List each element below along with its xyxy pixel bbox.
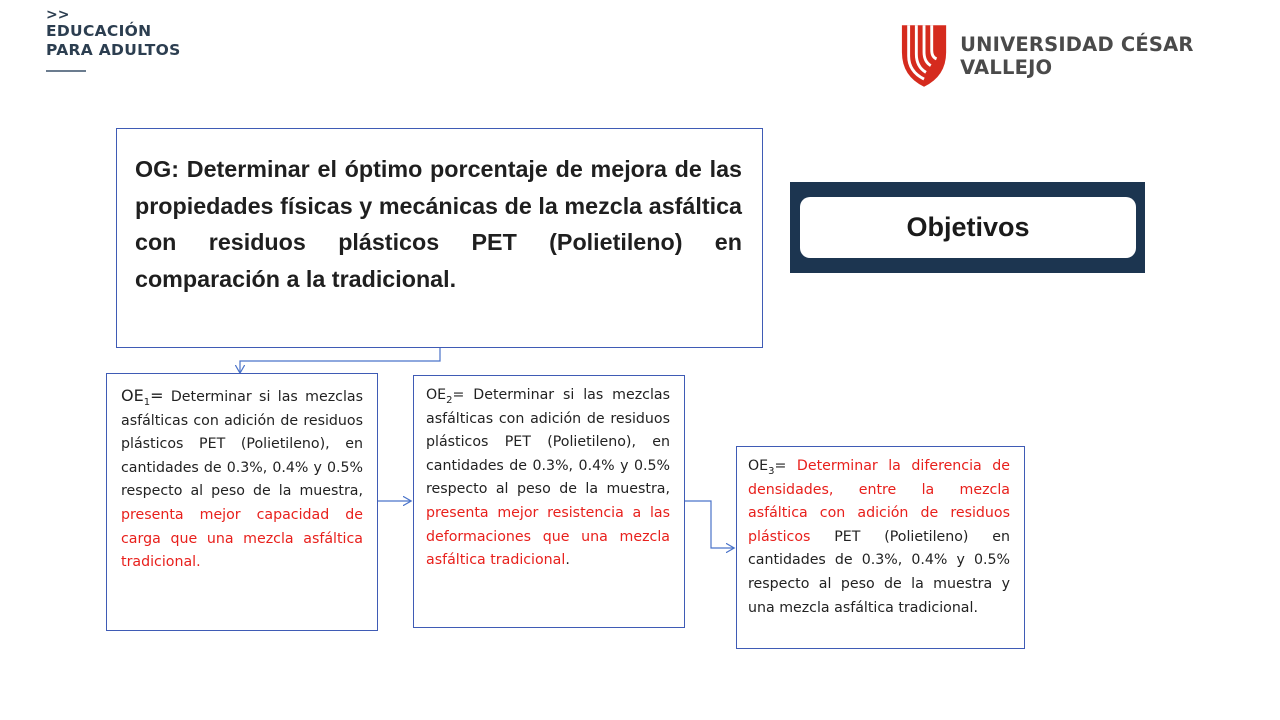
oe3-text: PET (Polietileno) en cantidades de 0.3%, 0.4% y 0.5% respecto al peso de la muestra y una mezcla asfáltica tradicional.: [748, 528, 1010, 616]
university-name: UNIVERSIDAD CÉSAR VALLEJO: [960, 33, 1194, 79]
brand-arrows: >>: [46, 7, 70, 23]
brand-line-1: EDUCACIÓN: [46, 22, 152, 40]
brand-line-2: PARA ADULTOS: [46, 41, 181, 59]
oe2-highlight: presenta mejor resistencia a las deformaciones que una mezcla asfáltica tradicional: [426, 504, 670, 569]
oe3-highlight: Determinar la diferencia de densidades, entre la mezcla asfáltica con adición de residuos plásticos: [748, 458, 1010, 545]
specific-objective-3-box: [736, 446, 1025, 649]
connector-oe2-to-oe3: [685, 501, 733, 548]
connector-og-to-oe1: [240, 348, 440, 372]
specific-objective-2-box: [413, 375, 685, 628]
oe2-text: Determinar si las mezclas asfálticas con adición de residuos plásticos PET (Polietileno), en cantidades de 0.3%, 0.4% y 0.5% respecto al peso de la muestra,: [426, 387, 670, 498]
oe3-prefix: $OE_3=$: [748, 458, 787, 477]
oe1-highlight: presenta mejor capacidad de carga que una mezcla asfáltica tradicional.: [121, 506, 363, 571]
oe1-text: Determinar si las mezclas asfálticas con adición de residuos plásticos PET (Polietileno), en cantidades de 0.3%, 0.4% y 0.5% respecto al peso de la muestra,: [121, 389, 363, 500]
oe1-prefix: $OE_1=$: [121, 386, 164, 409]
specific-objective-1-box: [106, 373, 378, 631]
oe2-prefix: $OE_2=$: [426, 387, 465, 406]
general-objective-text: OG: Determinar el óptimo porcentaje de mejora de las propiedades físicas y mecánicas de la mezcla asfáltica con residuos plásticos PET (Polietileno) en comparación a la tradicional.: [135, 156, 742, 292]
oe2-tail: .: [565, 552, 570, 569]
objetivos-label: Objetivos: [906, 212, 1030, 242]
